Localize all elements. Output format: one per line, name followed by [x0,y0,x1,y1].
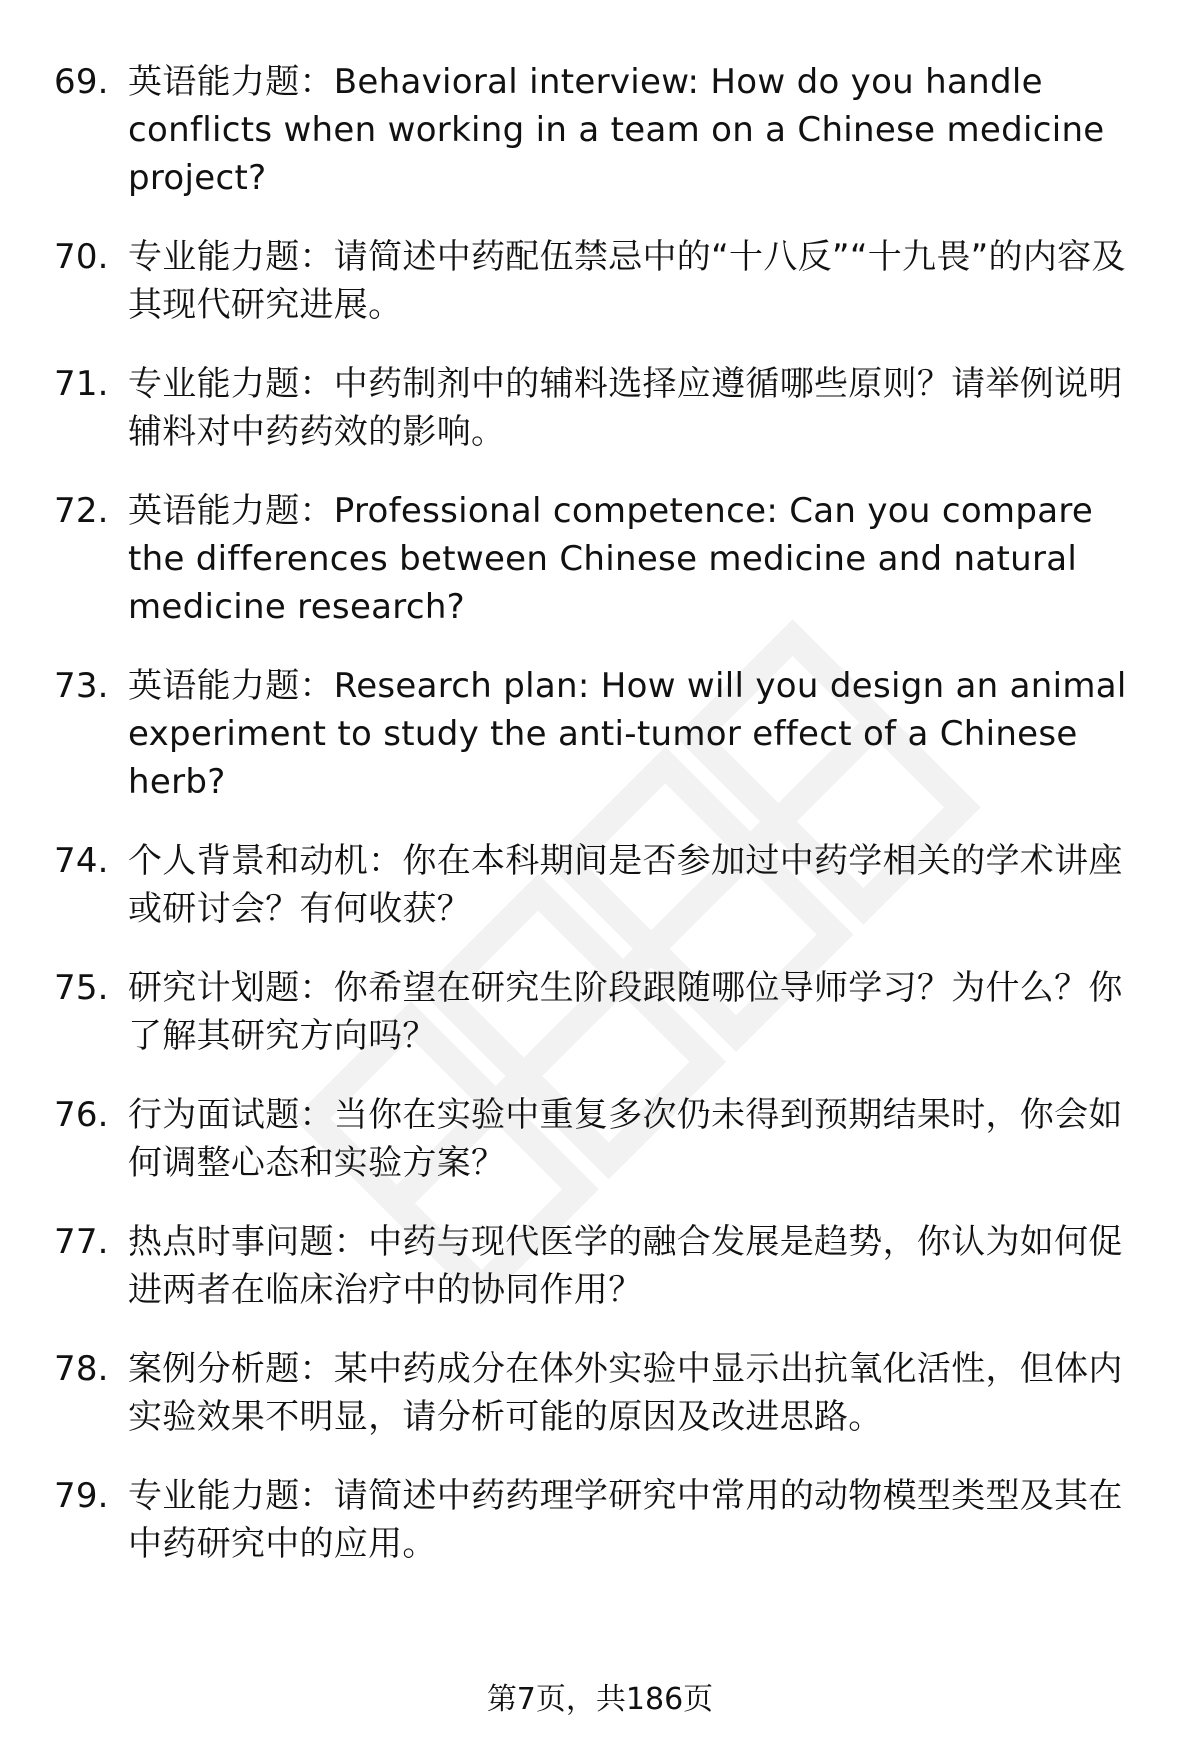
question-number: 71. [54,364,109,404]
question-number: 70. [54,237,109,277]
question-number: 77. [54,1222,109,1262]
question-text: 专业能力题：请简述中药配伍禁忌中的“十八反”“十九畏”的内容及其现代研究进展。 [128,237,1126,325]
question-item [0,662,1200,806]
question-item [0,964,1200,1060]
question-item [0,1472,1200,1568]
question-item [0,1218,1200,1314]
question-item [0,1345,1200,1441]
question-number: 73. [54,666,109,706]
question-text: 英语能力题：Behavioral interview: How do you handle conflicts when working in a team on a Chinese medicine project? [128,62,1105,198]
question-number: 76. [54,1095,109,1135]
question-item [0,487,1200,631]
question-number: 79. [54,1476,109,1516]
question-item [0,837,1200,933]
question-text: 英语能力题：Professional competence: Can you compare the differences between Chinese medicine and natural medicine research? [128,491,1094,627]
question-text: 专业能力题：请简述中药药理学研究中常用的动物模型类型及其在中药研究中的应用。 [128,1476,1123,1564]
question-number: 72. [54,491,109,531]
question-text: 研究计划题：你希望在研究生阶段跟随哪位导师学习？为什么？你了解其研究方向吗？ [128,968,1123,1056]
question-list [0,58,1200,1599]
question-item [0,58,1200,202]
question-item [0,360,1200,456]
question-number: 75. [54,968,109,1008]
question-text: 专业能力题：中药制剂中的辅料选择应遵循哪些原则？请举例说明辅料对中药药效的影响。 [128,364,1123,452]
question-number: 74. [54,841,109,881]
question-text: 个人背景和动机：你在本科期间是否参加过中药学相关的学术讲座或研讨会？有何收获？ [128,841,1123,929]
page-number: 第7页，共186页 [486,1682,714,1717]
question-text: 行为面试题：当你在实验中重复多次仍未得到预期结果时，你会如何调整心态和实验方案？ [128,1095,1123,1183]
question-text: 案例分析题：某中药成分在体外实验中显示出抗氧化活性，但体内实验效果不明显，请分析可能的原因及改进思路。 [128,1349,1123,1437]
question-text: 英语能力题：Research plan: How will you design an animal experiment to study the anti-tumor effect of a Chinese herb? [128,666,1127,802]
question-number: 78. [54,1349,109,1389]
question-text: 热点时事问题：中药与现代医学的融合发展是趋势，你认为如何促进两者在临床治疗中的协同作用？ [128,1222,1123,1310]
question-item [0,1091,1200,1187]
question-number: 69. [54,62,109,102]
question-item [0,233,1200,329]
